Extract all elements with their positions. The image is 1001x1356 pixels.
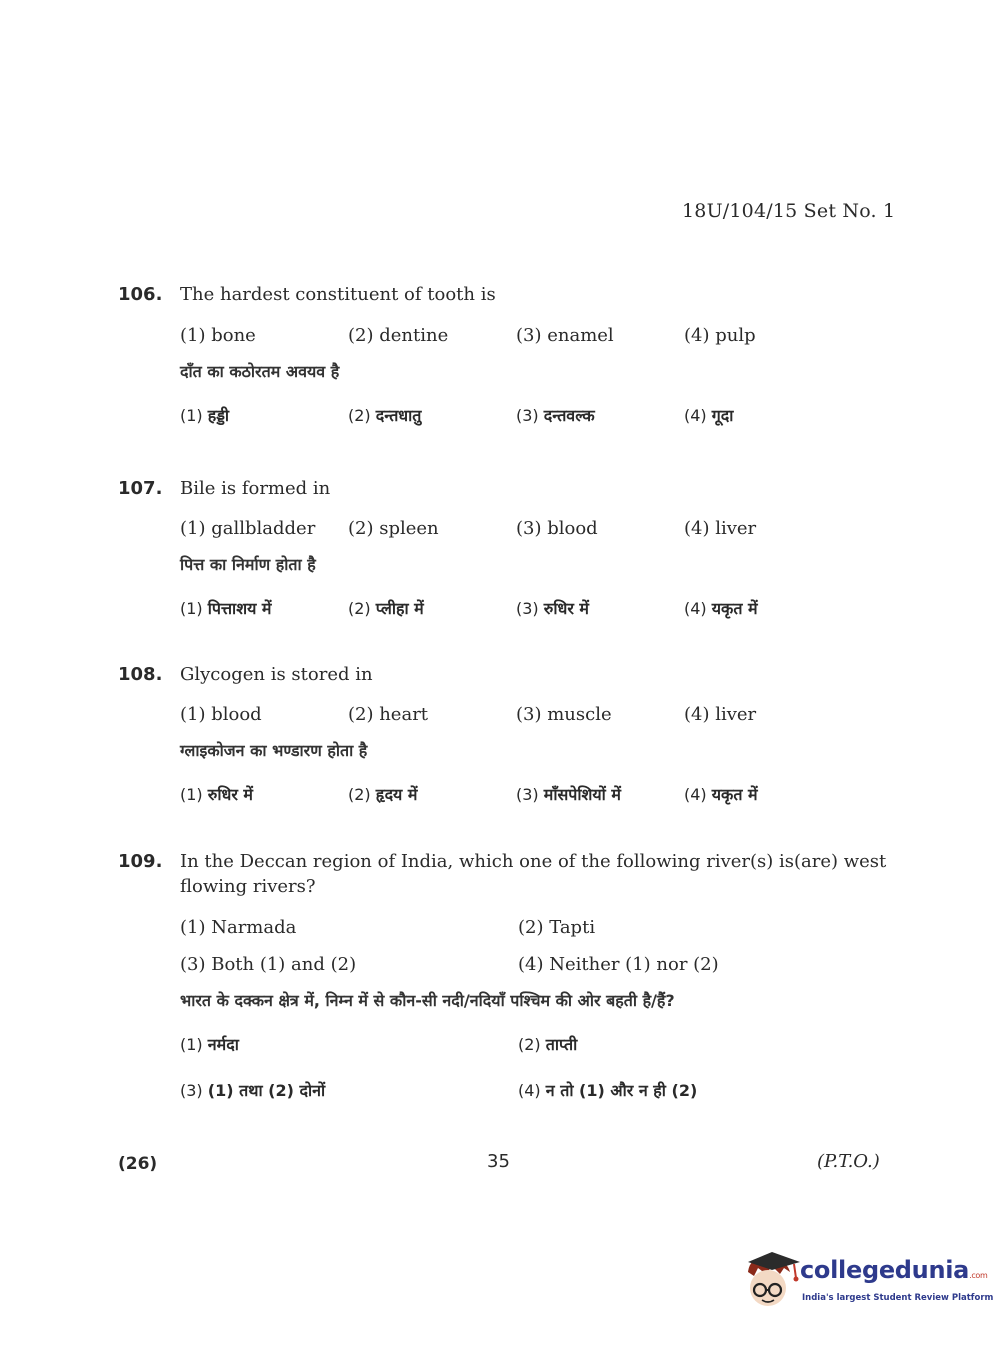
option-1: (1) blood: [180, 704, 262, 725]
option-text: ताप्ती: [545, 1035, 578, 1054]
question-108: [118, 662, 888, 805]
option-text: न तो (1) और न ही (2): [545, 1081, 698, 1100]
question-107: [118, 476, 888, 619]
option-text: (1) तथा (2) दोनों: [207, 1081, 326, 1100]
page-code: (26): [118, 1154, 158, 1174]
option-number: (2): [348, 599, 371, 618]
question-number: 109.: [118, 851, 163, 872]
hindi-option-2: [348, 404, 516, 426]
hindi-option-3: [180, 1079, 518, 1101]
option-text: हृदय में: [375, 785, 418, 804]
hindi-option-1: [180, 597, 348, 619]
option-3: (3) Both (1) and (2): [180, 954, 357, 975]
question-106: [118, 282, 888, 426]
option-4: (4) Neither (1) nor (2): [518, 954, 719, 975]
hindi-option-3: [516, 404, 684, 426]
hindi-question-text: ग्लाइकोजन का भण्डारण होता है: [180, 741, 368, 760]
option-2: (2) Tapti: [518, 917, 596, 938]
option-4: (4) liver: [684, 704, 757, 725]
question-text: Glycogen is stored in: [180, 664, 373, 685]
option-number: (3): [516, 785, 539, 804]
hindi-option-1: [180, 1033, 518, 1055]
option-text: दन्तधातु: [375, 406, 422, 425]
option-1: (1) Narmada: [180, 917, 297, 938]
option-number: (2): [518, 1035, 541, 1054]
option-2: (2) heart: [348, 704, 429, 725]
hindi-option-2: [518, 1033, 856, 1055]
hindi-question-text: पित्त का निर्माण होता है: [180, 555, 316, 574]
question-number: 107.: [118, 478, 163, 499]
option-2: (2) dentine: [348, 325, 449, 346]
hindi-option-4: [684, 783, 852, 805]
question-text: The hardest constituent of tooth is: [180, 284, 496, 305]
option-number: (1): [180, 785, 203, 804]
option-text: दन्तवल्क: [543, 406, 595, 425]
option-1: (1) gallbladder: [180, 518, 316, 539]
option-text: गूदा: [711, 406, 734, 425]
pto-note: (P.T.O.): [817, 1151, 880, 1172]
hindi-question-text: दाँत का कठोरतम अवयव है: [180, 362, 340, 381]
hindi-question-text: भारत के दक्कन क्षेत्र में, निम्न में से कौन-सी नदी/नदियाँ पश्चिम की ओर बहती है/हैं?: [180, 991, 675, 1010]
option-number: (4): [684, 406, 707, 425]
option-text: माँसपेशियों में: [543, 785, 621, 804]
hindi-option-1: [180, 783, 348, 805]
hindi-option-4: [518, 1079, 856, 1101]
question-number: 106.: [118, 284, 163, 305]
option-number: (3): [516, 599, 539, 618]
option-3: (3) blood: [516, 518, 598, 539]
option-text: हड्डी: [207, 406, 230, 425]
option-number: (4): [684, 785, 707, 804]
hindi-option-3: [516, 597, 684, 619]
mascot-icon: [742, 1250, 802, 1314]
question-109: [118, 849, 888, 1101]
hindi-option-2: [348, 597, 516, 619]
hindi-option-2: [348, 783, 516, 805]
option-4: (4) pulp: [684, 325, 756, 346]
option-number: (3): [516, 406, 539, 425]
set-code: 18U/104/15 Set No. 1: [682, 200, 896, 222]
hindi-option-4: [684, 597, 852, 619]
question-text: Bile is formed in: [180, 478, 331, 499]
option-text: पित्ताशय में: [207, 599, 272, 618]
option-number: (3): [180, 1081, 203, 1100]
question-text: In the Deccan region of India, which one of the following river(s) is(are) west flowing rivers?: [180, 851, 887, 897]
option-number: (2): [348, 785, 371, 804]
hindi-option-1: [180, 404, 348, 426]
option-number: (4): [518, 1081, 541, 1100]
logo-tagline: India's largest Student Review Platform: [802, 1293, 994, 1303]
page-number: 35: [487, 1151, 510, 1172]
hindi-option-4: [684, 404, 852, 426]
option-text: यकृत में: [711, 785, 758, 804]
option-text: नर्मदा: [207, 1035, 239, 1054]
option-3: (3) enamel: [516, 325, 614, 346]
logo-suffix: .com: [969, 1271, 988, 1280]
option-3: (3) muscle: [516, 704, 612, 725]
option-1: (1) bone: [180, 325, 256, 346]
collegedunia-logo: [742, 1250, 994, 1314]
option-text: प्लीहा में: [375, 599, 424, 618]
option-number: (1): [180, 406, 203, 425]
option-4: (4) liver: [684, 518, 757, 539]
option-text: यकृत में: [711, 599, 758, 618]
option-text: रुधिर में: [543, 599, 590, 618]
question-number: 108.: [118, 664, 163, 685]
logo-brand-text: collegedunia: [800, 1256, 970, 1284]
option-number: (1): [180, 599, 203, 618]
hindi-option-3: [516, 783, 684, 805]
option-number: (4): [684, 599, 707, 618]
option-2: (2) spleen: [348, 518, 439, 539]
option-number: (1): [180, 1035, 203, 1054]
option-text: रुधिर में: [207, 785, 254, 804]
logo-brand: [800, 1256, 988, 1284]
option-number: (2): [348, 406, 371, 425]
